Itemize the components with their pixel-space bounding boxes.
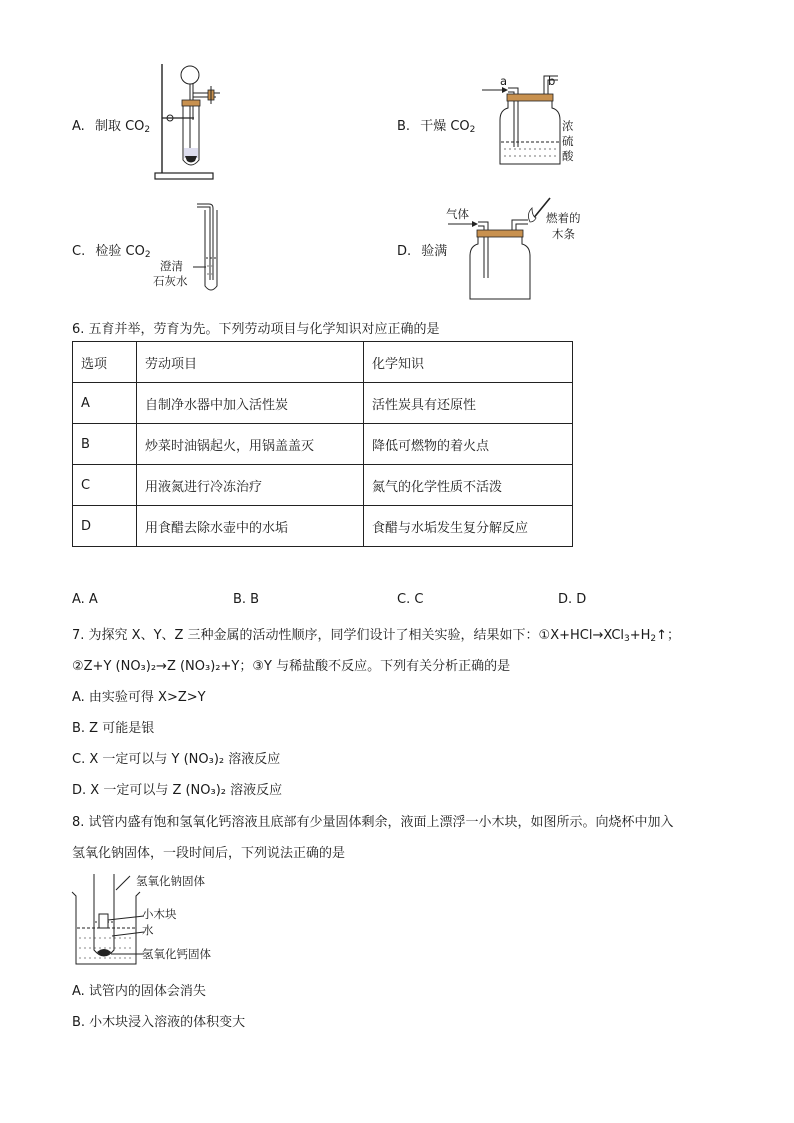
table-cell: 氮气的化学性质不活泼 — [364, 465, 573, 506]
q6-table — [72, 341, 573, 547]
option-text: 制取 CO — [94, 119, 145, 134]
table-header-cell: 劳动项目 — [137, 342, 364, 383]
q7-option-c[interactable]: C. X 一定可以与 Y (NO₃)₂ 溶液反应 — [72, 752, 281, 767]
subscript: 2 — [144, 125, 151, 135]
option-text: 验满 — [421, 244, 448, 259]
q7-stem-text: 7. 为探究 X、Y、Z 三种金属的活动性顺序，同学们设计了相关实验，结果如下：①X+HCl→XCl — [72, 628, 625, 643]
table-cell: C — [73, 465, 137, 506]
table-cell: 降低可燃物的着火点 — [364, 424, 573, 465]
table-cell: A — [73, 383, 137, 424]
table-row — [73, 465, 573, 506]
subscript: 2 — [469, 125, 476, 135]
apparatus-generate-co2-figure — [150, 60, 240, 185]
q6-choice-a[interactable]: A. A — [72, 592, 98, 607]
table-cell: 用食醋去除水壶中的水垢 — [137, 506, 364, 547]
label-tube-b: b — [548, 74, 556, 88]
label-sulfuric: 硫 — [562, 134, 574, 148]
label-wood: 小木块 — [142, 907, 177, 921]
table-cell: B — [73, 424, 137, 465]
label-acid: 酸 — [562, 149, 574, 163]
table-cell: 自制净水器中加入活性炭 — [137, 383, 364, 424]
table-cell: D — [73, 506, 137, 547]
q7-stem-line2: ②Z+Y (NO₃)₂→Z (NO₃)₂+Y；③Y 与稀盐酸不反应。下列有关分析正确的是 — [72, 659, 511, 674]
label-naoh: 氢氧化钠固体 — [136, 874, 205, 888]
label-burning-2: 木条 — [552, 227, 575, 241]
beaker-testtube-figure — [66, 870, 146, 970]
option-b-label — [397, 115, 475, 135]
q6-choice-b[interactable]: B. B — [233, 592, 260, 607]
q8-option-b[interactable]: B. 小木块浸入溶液的体积变大 — [72, 1015, 246, 1030]
q7-stem-line1 — [72, 624, 680, 644]
table-cell: 食醋与水垢发生复分解反应 — [364, 506, 573, 547]
table-row — [73, 383, 573, 424]
q6-stem: 6. 五育并举，劳育为先。下列劳动项目与化学知识对应正确的是 — [72, 322, 440, 337]
table-row — [73, 424, 573, 465]
table-cell: 用液氮进行冷冻治疗 — [137, 465, 364, 506]
q8-stem-line1: 8. 试管内盛有饱和氢氧化钙溶液且底部有少量固体剩余，液面上漂浮一小木块，如图所示。向烧杯中加入 — [72, 815, 674, 830]
option-a-label — [72, 115, 150, 135]
option-letter: C. — [72, 244, 86, 259]
option-text: 检验 CO — [95, 244, 145, 259]
q7-stem-text: +H — [629, 628, 651, 643]
option-letter: D. — [397, 244, 412, 259]
label-caoh2: 氢氧化钙固体 — [142, 947, 211, 961]
subscript: 3 — [624, 634, 630, 644]
label-conc: 浓 — [562, 119, 574, 133]
q7-stem-text: ↑； — [656, 628, 681, 643]
label-tube-a: a — [500, 74, 508, 88]
q8-option-a[interactable]: A. 试管内的固体会消失 — [72, 984, 206, 999]
subscript: 2 — [650, 634, 657, 644]
label-limewater-1: 澄清 — [160, 259, 183, 273]
table-cell: 炒菜时油锅起火，用锅盖盖灭 — [137, 424, 364, 465]
q7-option-d[interactable]: D. X 一定可以与 Z (NO₃)₂ 溶液反应 — [72, 783, 283, 798]
option-letter: A. — [72, 119, 85, 134]
label-limewater-2: 石灰水 — [153, 274, 188, 288]
q7-option-a[interactable]: A. 由实验可得 X>Z>Y — [72, 690, 206, 705]
q6-choice-d[interactable]: D. D — [558, 592, 587, 607]
table-header-cell: 选项 — [73, 342, 137, 383]
table-cell: 活性炭具有还原性 — [364, 383, 573, 424]
option-c-label — [72, 240, 151, 260]
option-d-label — [397, 240, 447, 259]
q7-option-b[interactable]: B. Z 可能是银 — [72, 721, 155, 736]
q6-choice-c[interactable]: C. C — [397, 592, 424, 607]
label-burning-1: 燃着的 — [546, 211, 581, 225]
q8-stem-line2: 氢氧化钠固体，一段时间后，下列说法正确的是 — [72, 846, 346, 861]
apparatus-test-co2-figure — [195, 198, 225, 298]
subscript: 2 — [144, 250, 151, 260]
label-gas: 气体 — [446, 207, 469, 221]
table-header-cell: 化学知识 — [364, 342, 573, 383]
option-letter: B. — [397, 119, 411, 134]
option-text: 干燥 CO — [420, 119, 470, 134]
label-water: 水 — [142, 923, 154, 937]
table-header-row — [73, 342, 573, 383]
table-row — [73, 506, 573, 547]
